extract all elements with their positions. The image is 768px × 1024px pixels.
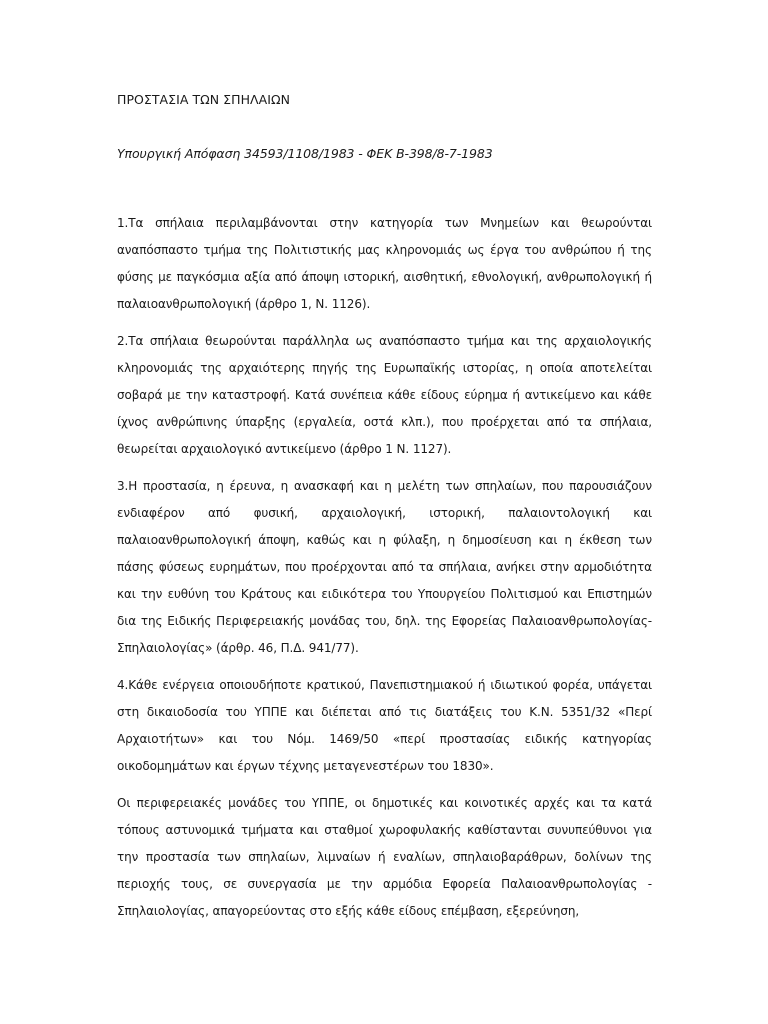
paragraph-4: 4.Κάθε ενέργεια οποιουδήποτε κρατικού, Πανεπιστημιακού ή ιδιωτικού φορέα, υπάγεται στη δικαιοδοσία του ΥΠΠΕ και διέπεται από τις διατάξεις του Κ.Ν. 5351/32 «Περί Αρχαιοτήτων» και του Νόμ. 1469/50 «περί προστασίας ειδικής κατηγορίας οικοδομημάτων και έργων τέχνης μεταγενεστέρων του 1830».: [117, 678, 652, 773]
paragraph-5: Οι περιφερειακές μονάδες του ΥΠΠΕ, οι δημοτικές και κοινοτικές αρχές και τα κατά τόπους αστυνομικά τμήματα και σταθμοί χωροφυλακής καθίστανται συνυπεύθυνοι για την προστασία των σπηλαίων, λιμναίων ή εναλίων, σπηλαιοβαράθρων, δολίνων της περιοχής τους, σε συνεργασία με την αρμόδια Εφορεία Παλαιοανθρωπολογίας - Σπηλαιολογίας, απαγορεύοντας στο εξής κάθε είδους επέμβαση, εξερεύνηση,: [117, 796, 652, 918]
paragraph-3: 3.Η προστασία, η έρευνα, η ανασκαφή και η μελέτη των σπηλαίων, που παρουσιάζουν ενδιαφέρον από φυσική, αρχαιολογική, ιστορική, παλαιοντολογική και παλαιοανθρωπολογική άποψη, καθώς και η φύλαξη, η δημοσίευση και η έκθεση των πάσης φύσεως ευρημάτων, που προέρχονται από τα σπήλαια, ανήκει στην αρμοδιότητα και την ευθύνη του Κράτους και ειδικότερα του Υπουργείου Πολιτισμού και Επιστημών δια της Ειδικής Περιφερειακής μονάδας του, δηλ. της Εφορείας Παλαιοανθρωπολογίας-Σπηλαιολογίας» (άρθρ. 46, Π.Δ. 941/77).: [117, 479, 652, 655]
paragraph-1: 1.Τα σπήλαια περιλαμβάνονται στην κατηγορία των Μνημείων και θεωρούνται αναπόσπαστο τμήμα της Πολιτιστικής μας κληρονομιάς ως έργα του ανθρώπου ή της φύσης με παγκόσμια αξία από άποψη ιστορική, αισθητική, εθνολογική, ανθρωπολογική ή παλαιοανθρωπολογική (άρθρο 1, Ν. 1126).: [117, 216, 652, 311]
document-subtitle: Υπουργική Απόφαση 34593/1108/1983 - ΦΕΚ Β-398/8-7-1983: [117, 146, 493, 161]
paragraph-2: 2.Τα σπήλαια θεωρούνται παράλληλα ως αναπόσπαστο τμήμα και της αρχαιολογικής κληρονομιάς της αρχαιότερης πηγής της Ευρωπαϊκής ιστορίας, η οποία αποτελείται σοβαρά με την καταστροφή. Κατά συνέπεια κάθε είδους εύρημα ή αντικείμενο και κάθε ίχνος ανθρώπινης ύπαρξης (εργαλεία, οστά κλπ.), που προέρχεται από τα σπήλαια, θεωρείται αρχαιολογικό αντικείμενο (άρθρο 1 Ν. 1127).: [117, 334, 652, 456]
document-title: ΠΡΟΣΤΑΣΙΑ ΤΩΝ ΣΠΗΛΑΙΩΝ: [117, 92, 290, 107]
document-body: [117, 210, 652, 935]
